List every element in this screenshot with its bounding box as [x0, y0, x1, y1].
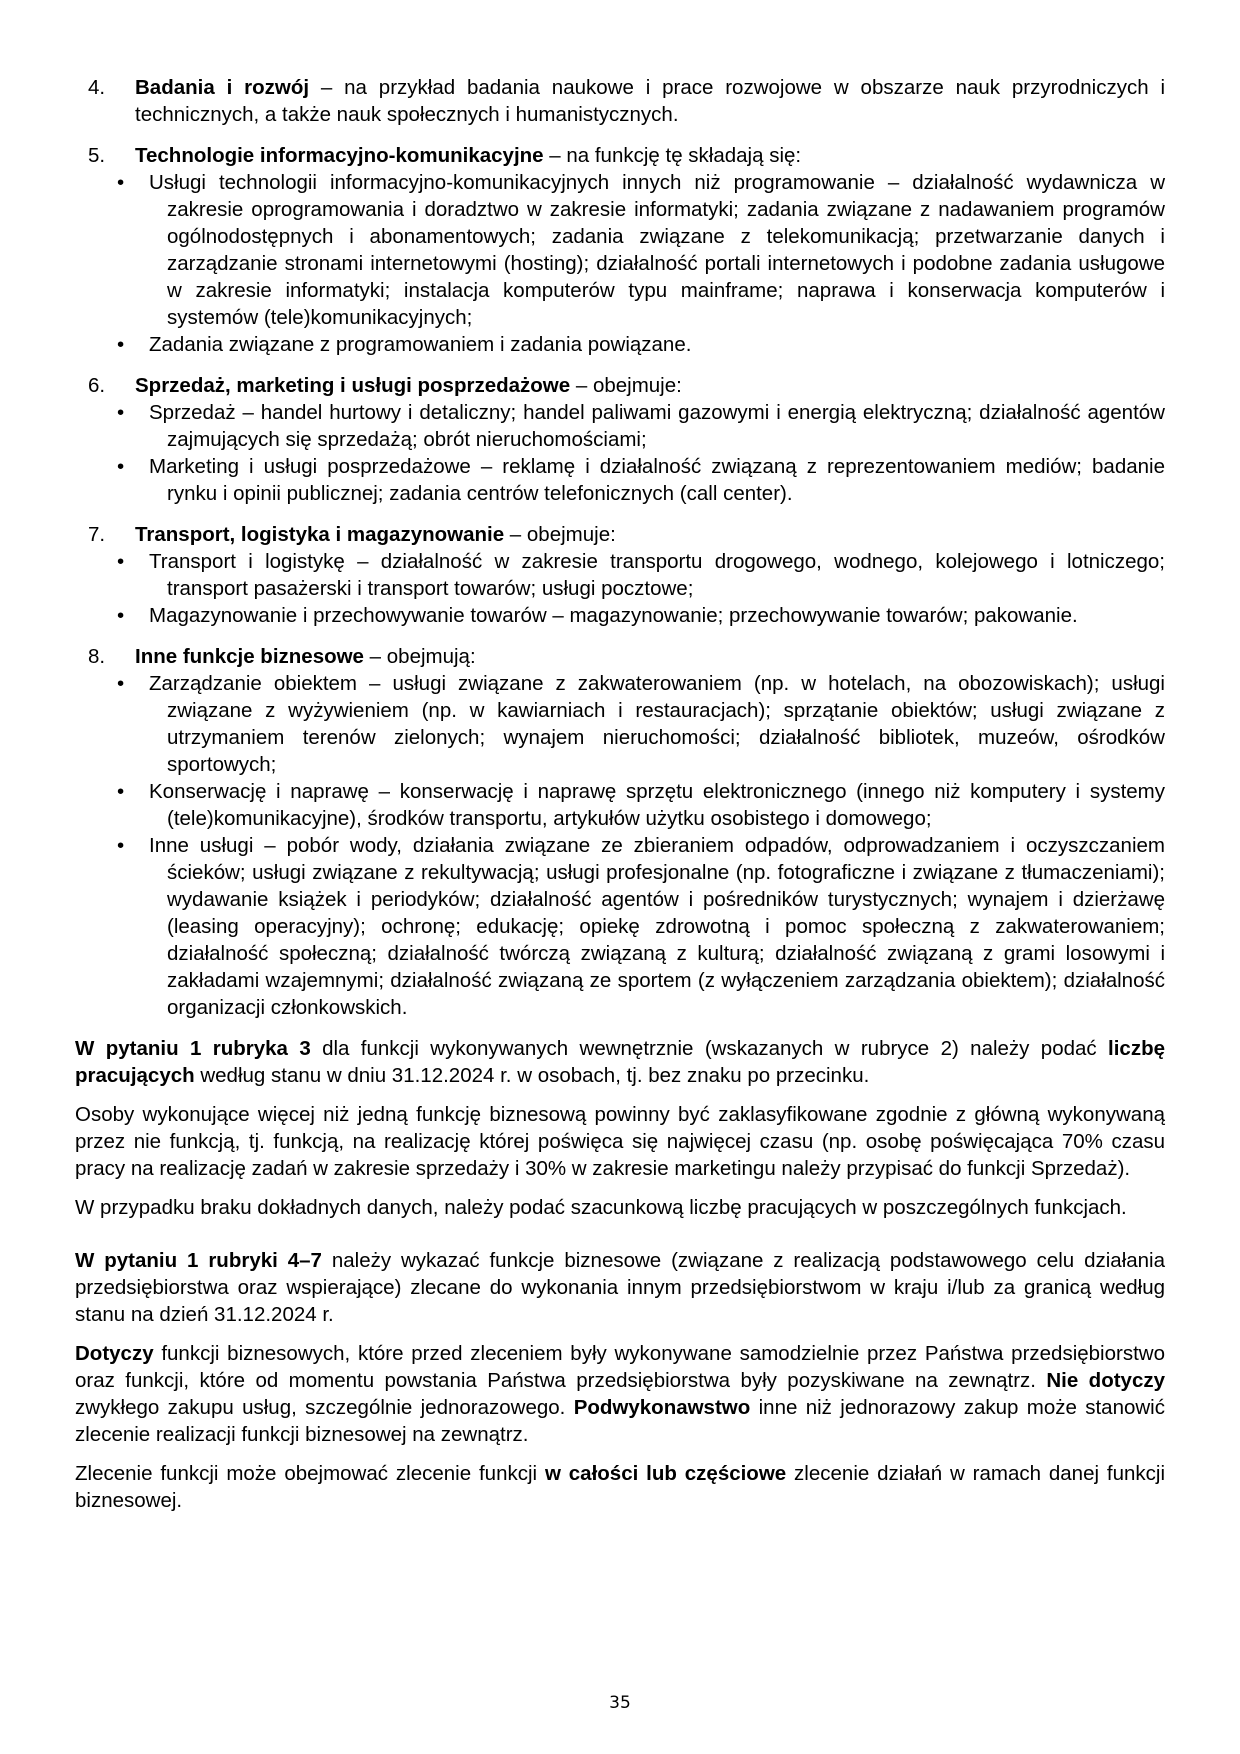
list-item [75, 643, 1165, 1021]
text: funkcji biznesowych, które przed zleceniem były wykonywane samodzielnie przez Państwa przedsiębiorstwo oraz funkcji, które od momentu powstania Państwa przedsiębiorstwa były pozyskiwane na zewnątrz. [75, 1342, 1165, 1392]
item-title: Sprzedaż, marketing i usługi posprzedażowe [135, 374, 571, 397]
text: inne niż jednorazowy zakup może stanowić zlecenie realizacji funkcji biznesowej na zewnątrz. [75, 1396, 1165, 1446]
bold-text: liczbę pracujących [75, 1037, 1165, 1087]
bullet-item: • Zadania związane z programowaniem i zadania powiązane. [135, 331, 1165, 358]
paragraph-multiple-functions: Osoby wykonujące więcej niż jedną funkcję biznesową powinny być zaklasyfikowane zgodnie z główną wykonywaną przez nie funkcją, tj. funkcją, na realizację której poświęca się najwięcej czasu (np. osobę poświęcająca 70% czasu pracy na realizację zadań w zakresie sprzedaży i 30% w zakresie marketingu należy przypisać do funkcji Sprzedaż). [75, 1103, 1165, 1180]
bullet-list [135, 548, 1165, 629]
bullet-item: • Sprzedaż – handel hurtowy i detaliczny; handel paliwami gazowymi i energią elektryczną; działalność agentów zajmujących się sprzedażą; obrót nieruchomościami; [135, 399, 1165, 453]
bullet-list [135, 169, 1165, 358]
item-number: 6. [88, 374, 106, 397]
item-body [135, 74, 1165, 128]
item-number: 7. [88, 523, 106, 546]
paragraph-question1-col4-7 [75, 1247, 1165, 1328]
item-heading [135, 142, 1165, 169]
bullet-item: • Marketing i usługi posprzedażowe – reklamę i działalność związaną z reprezentowaniem mediów; badanie rynku i opinii publicznej; zadania centrów telefonicznych (call center). [135, 453, 1165, 507]
item-heading [135, 521, 1165, 548]
item-intro: – obejmuje: [504, 523, 616, 546]
item-intro: – na funkcję tę składają się: [543, 144, 802, 167]
item-number: 5. [88, 144, 106, 167]
list-item [75, 142, 1165, 358]
text: zwykłego zakupu usług, szczególnie jednorazowego. [75, 1396, 574, 1419]
list-item [75, 372, 1165, 507]
item-title: Technologie informacyjno-komunikacyjne [135, 144, 544, 167]
item-heading [135, 74, 1165, 128]
bold-text: W pytaniu 1 rubryki 4–7 [75, 1249, 322, 1272]
text: Zlecenie funkcji może obejmować zlecenie funkcji [75, 1462, 545, 1485]
item-title: Transport, logistyka i magazynowanie [135, 523, 505, 546]
bullet-item: • Magazynowanie i przechowywanie towarów – magazynowanie; przechowywanie towarów; pakowanie. [135, 602, 1165, 629]
business-functions-list [75, 74, 1165, 1021]
item-intro: – na przykład badania naukowe i prace rozwojowe w obszarze nauk przyrodniczych i technicznych, a także nauk społecznych i humanistycznych. [135, 76, 1165, 126]
item-number: 4. [88, 76, 106, 99]
bullet-item: • Konserwację i naprawę – konserwację i naprawę sprzętu elektronicznego (innego niż komputery i systemy (tele)komunikacyjne), środków transportu, artykułów użytku osobistego i domowego; [135, 778, 1165, 832]
paragraph-question1-col3 [75, 1035, 1165, 1089]
bold-text: Nie dotyczy [1046, 1369, 1165, 1392]
paragraph-outsourcing-scope [75, 1460, 1165, 1514]
bold-text: W pytaniu 1 rubryka 3 [75, 1037, 311, 1060]
bold-text: Podwykonawstwo [573, 1396, 751, 1419]
bold-text: Dotyczy [75, 1342, 154, 1365]
list-item [75, 74, 1165, 128]
item-heading [135, 372, 1165, 399]
item-title: Badania i rozwój [135, 76, 310, 99]
paragraph-estimates: W przypadku braku dokładnych danych, należy podać szacunkową liczbę pracujących w poszczególnych funkcjach. [75, 1196, 1127, 1219]
item-body [135, 521, 1165, 629]
paragraph-applies-to [75, 1340, 1165, 1448]
page-number: 35 [609, 1693, 631, 1713]
bullet-list [135, 670, 1165, 1021]
bullet-item: • Inne usługi – pobór wody, działania związane ze zbieraniem odpadów, odprowadzaniem i oczyszczaniem ścieków; usługi związane z rekultywacją; usługi profesjonalne (np. fotograficzne i związane z tłumaczeniami); wydawanie książek i periodyków; działalność agentów i pośredników turystycznych; wynajem i dzierżawę (leasing operacyjny); ochronę; edukację; opiekę zdrowotną i pomoc społeczną z zakwaterowaniem; działalność społeczną; działalność twórczą związaną z kulturą; działalność związaną z grami losowymi i zakładami wzajemnymi; działalność związaną ze sportem (z wyłączeniem zarządzania obiektem); działalność organizacji członkowskich. [135, 832, 1165, 1021]
text: dla funkcji wykonywanych wewnętrznie (wskazanych w rubryce 2) należy podać [310, 1037, 1109, 1060]
list-item [75, 521, 1165, 629]
item-number: 8. [88, 645, 106, 668]
item-body [135, 142, 1165, 358]
text: należy wykazać funkcje biznesowe (związane z realizacją podstawowego celu działania przedsiębiorstwa oraz wspierające) zlecane do wykonania innym przedsiębiorstwom w kraju i/lub za granicą według stanu na dzień 31.12.2024 r. [75, 1249, 1166, 1326]
item-intro: – obejmuje: [570, 374, 682, 397]
item-body [135, 643, 1165, 1021]
bold-text: w całości lub częściowe [544, 1462, 787, 1485]
text: według stanu w dniu 31.12.2024 r. w osobach, tj. bez znaku po przecinku. [194, 1064, 870, 1087]
bullet-item: • Usługi technologii informacyjno-komunikacyjnych innych niż programowanie – działalność wydawnicza w zakresie oprogramowania i doradztwo w zakresie informatyki; zadania związane z nadawaniem programów ogólnodostępnych i abonamentowych; zadania związane z telekomunikacją; przetwarzanie danych i zarządzanie stronami internetowymi (hosting); działalność portali internetowych i podobne zadania usługowe w zakresie informatyki; instalacja komputerów typu mainframe; naprawa i konserwacja komputerów i systemów (tele)komunikacyjnych; [135, 169, 1165, 331]
item-body [135, 372, 1165, 507]
bullet-list [135, 399, 1165, 507]
item-intro: – obejmują: [363, 645, 476, 668]
text: zlecenie działań w ramach danej funkcji biznesowej. [75, 1462, 1166, 1512]
item-title: Inne funkcje biznesowe [135, 645, 364, 668]
item-heading [135, 643, 1165, 670]
bullet-item: • Zarządzanie obiektem – usługi związane z zakwaterowaniem (np. w hotelach, na obozowiskach); usługi związane z wyżywieniem (np. w kawiarniach i restauracjach); sprzątanie obiektów; usługi związane z utrzymaniem terenów zielonych; wynajem nieruchomości; działalność bibliotek, muzeów, ośrodków sportowych; [135, 670, 1165, 778]
bullet-item: • Transport i logistykę – działalność w zakresie transportu drogowego, wodnego, kolejowego i lotniczego; transport pasażerski i transport towarów; usługi pocztowe; [135, 548, 1165, 602]
